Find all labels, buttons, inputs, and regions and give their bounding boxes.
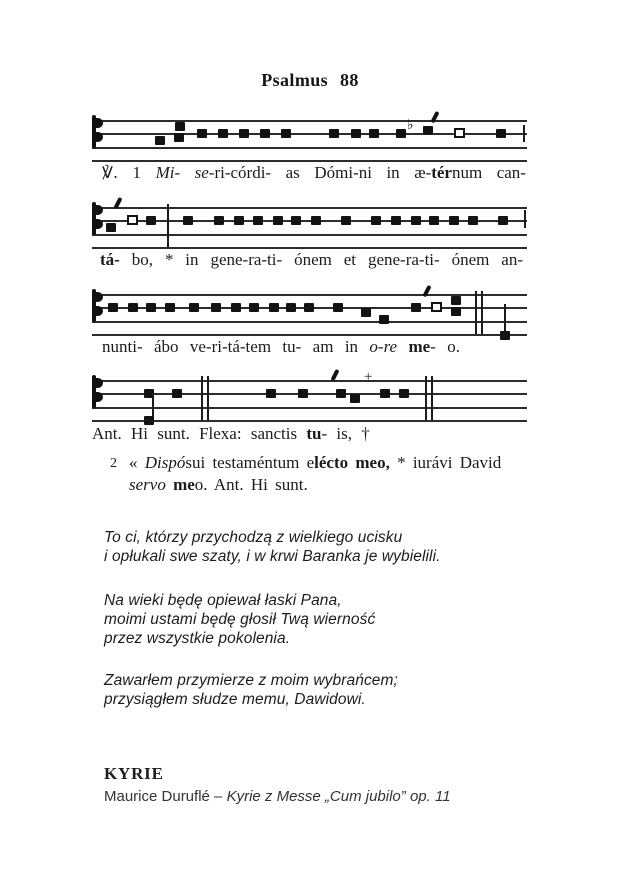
text-run: in [386, 163, 400, 182]
text-run: servo [129, 475, 174, 494]
staff-line [92, 234, 527, 236]
syllable [165, 250, 174, 270]
punctum-note [183, 216, 193, 225]
text-run: o. Ant. Hi sunt. [194, 475, 308, 494]
syllable [100, 250, 120, 270]
syllable [368, 250, 440, 270]
syllable [132, 250, 153, 270]
text-run: Kyrie z Messe „Cum jubilo” op. 11 [226, 788, 451, 805]
polish-line: przysiągłem słudze memu, Dawidowi. [104, 691, 366, 708]
staff-line [92, 294, 527, 296]
text-run: gene-ra-ti- [210, 250, 283, 269]
text-run: ℣. [102, 163, 119, 182]
punctum-note [165, 303, 175, 312]
syllable [185, 250, 198, 270]
punctum-note [155, 136, 165, 145]
punctum-note [411, 216, 421, 225]
text-run: o. [447, 337, 460, 356]
staff-line [92, 393, 527, 395]
double-barline [475, 291, 483, 334]
punctum-note [146, 216, 156, 225]
syllable [102, 337, 143, 357]
psalm-title: Psalmus 88 [261, 70, 359, 90]
text-run: Ant. Hi sunt. Flexa: sanctis [92, 424, 307, 443]
punctum-note [291, 216, 301, 225]
punctum-note [218, 129, 228, 138]
syllable [190, 337, 271, 357]
chant-staff-4 [92, 369, 527, 420]
double-barline [425, 376, 433, 420]
text-run: sui testaméntum e [185, 453, 315, 472]
staff-line [92, 147, 527, 149]
punctum-note [451, 307, 461, 316]
punctum-note [172, 389, 182, 398]
punctum-note [350, 394, 360, 403]
punctum-note [175, 122, 185, 131]
punctum-note [361, 308, 371, 317]
chant-staff-1 [92, 117, 527, 160]
syllable [313, 337, 334, 357]
punctum-note [108, 303, 118, 312]
staff-line [92, 207, 527, 209]
punctum-note [311, 216, 321, 225]
punctum-note [146, 303, 156, 312]
verse-2-line-2 [129, 475, 308, 495]
polish-paragraph-3 [104, 671, 398, 709]
polish-line: i opłukali swe szaty, i w krwi Baranka je wybielili. [104, 548, 441, 565]
text-run: - [430, 337, 436, 356]
do-clef-icon [92, 375, 105, 408]
text-run: tá- [100, 250, 120, 269]
punctum-note [286, 303, 296, 312]
hollow-note [127, 215, 138, 225]
chant-lyrics-line-1 [102, 163, 526, 183]
staff-line [92, 220, 527, 222]
syllable [156, 163, 181, 183]
text-run: tér [431, 163, 452, 182]
text-run: ónem [294, 250, 332, 269]
staff-line [92, 380, 527, 382]
punctum-note [351, 129, 361, 138]
text-run: 1 [132, 163, 142, 182]
syllable [497, 163, 526, 183]
barline [523, 125, 525, 142]
syllable [154, 337, 179, 357]
polish-line: Zawarłem przymierze z moim wybrańcem; [104, 672, 398, 689]
punctum-note [429, 216, 439, 225]
staff-line [92, 120, 527, 122]
barline [524, 210, 526, 228]
barline [167, 204, 169, 247]
chant-lyrics-line-3 [102, 337, 460, 357]
syllable [501, 250, 523, 270]
text-run: ve-ri-tá-tem [189, 337, 272, 356]
polish-line: przez wszystkie pokolenia. [104, 630, 291, 647]
staff-line [92, 160, 527, 162]
do-clef-icon [92, 289, 105, 322]
punctum-note [298, 389, 308, 398]
staff-line [92, 420, 527, 422]
punctum-note [371, 216, 381, 225]
text-run: Dispó [144, 453, 186, 472]
syllable [286, 163, 300, 183]
text-run: can- [496, 163, 526, 182]
text-run: « [129, 453, 145, 472]
polish-line: moimi ustami będę głosił Twą wierność [104, 611, 376, 628]
punctum-note [239, 129, 249, 138]
punctum-note [333, 303, 343, 312]
punctum-note [500, 331, 510, 340]
chant-lyrics-line-2 [100, 250, 523, 270]
double-barline [201, 376, 209, 420]
syllable [102, 163, 118, 183]
punctum-note [411, 303, 421, 312]
syllable [369, 337, 397, 357]
text-run: nunti- [102, 337, 143, 356]
punctum-note [253, 216, 263, 225]
text-run: me [173, 475, 195, 494]
text-run: - is, † [321, 424, 370, 443]
text-run: Maurice Duruflé – [104, 788, 227, 805]
syllable [282, 337, 301, 357]
punctum-note [281, 129, 291, 138]
punctum-note [399, 389, 409, 398]
punctum-note [197, 129, 207, 138]
polish-line: Na wieki będę opiewał łaski Pana, [104, 592, 342, 609]
text-run: an- [501, 250, 523, 269]
flexa-cross-icon: + [364, 369, 373, 385]
punctum-note [273, 216, 283, 225]
syllable [195, 163, 271, 183]
text-run: me [408, 337, 431, 356]
syllable [386, 163, 399, 183]
flat-icon: ♭ [407, 117, 414, 133]
do-clef-icon [92, 115, 105, 148]
hollow-note [454, 128, 465, 138]
do-clef-icon [92, 202, 105, 235]
punctum-note [106, 223, 116, 232]
punctum-note [496, 129, 506, 138]
punctum-note [369, 129, 379, 138]
punctum-note [249, 303, 259, 312]
text-run: in [344, 337, 359, 356]
text-run: am [312, 337, 334, 356]
chant-staff-2 [92, 207, 527, 247]
punctum-note [391, 216, 401, 225]
punctum-note [174, 133, 184, 142]
punctum-note [396, 129, 406, 138]
staff-line [92, 247, 527, 249]
polish-paragraph-2 [104, 591, 375, 648]
text-run: gene-ra-ti- [367, 250, 440, 269]
punctum-note [266, 389, 276, 398]
syllable [344, 250, 356, 270]
punctum-note [498, 216, 508, 225]
text-run: -ri-córdi- [208, 163, 272, 182]
text-run: bo, [131, 250, 153, 269]
punctum-note [269, 303, 279, 312]
text-run: tu- [282, 337, 302, 356]
kyrie-heading: KYRIE [104, 764, 164, 783]
text-run: Mi- [155, 163, 181, 182]
syllable [314, 163, 372, 183]
verse-number: 2 [110, 456, 117, 471]
text-run: ónem [451, 250, 490, 269]
punctum-note [336, 389, 346, 398]
punctum-note [189, 303, 199, 312]
punctum-note [214, 216, 224, 225]
syllable [294, 250, 332, 270]
punctum-note [128, 303, 138, 312]
staff-line [92, 407, 527, 409]
text-run: o-re [369, 337, 398, 356]
staff-line [92, 321, 527, 323]
punctum-note [329, 129, 339, 138]
text-run: et [343, 250, 357, 269]
text-run: lécto meo, [314, 453, 390, 472]
chant-staff-3 [92, 294, 527, 334]
syllable [133, 163, 142, 183]
punctum-note [231, 303, 241, 312]
text-run: in [185, 250, 199, 269]
text-run: æ- [414, 163, 432, 182]
punctum-note [380, 389, 390, 398]
punctum-note [379, 315, 389, 324]
punctum-note [468, 216, 478, 225]
text-run: * iurávi David [389, 453, 502, 472]
text-run: Dómi-ni [314, 163, 372, 182]
syllable [210, 250, 282, 270]
text-run: se [194, 163, 209, 182]
text-run: * [164, 250, 174, 269]
punctum-note [234, 216, 244, 225]
punctum-note [211, 303, 221, 312]
text-run: tu [306, 424, 322, 443]
punctum-note [341, 216, 351, 225]
text-run: ábo [153, 337, 179, 356]
text-run: as [285, 163, 300, 182]
syllable [408, 337, 435, 357]
hollow-note [431, 302, 442, 312]
punctum-note [423, 126, 433, 135]
punctum-note [451, 296, 461, 305]
syllable [414, 163, 482, 183]
syllable [345, 337, 358, 357]
antiphon-flexa-line [92, 424, 370, 444]
syllable [447, 337, 460, 357]
polish-paragraph-1 [104, 528, 441, 566]
punctum-note [449, 216, 459, 225]
polish-line: To ci, którzy przychodzą z wielkiego ucisku [104, 529, 403, 546]
staff-line [92, 334, 527, 336]
punctum-note [260, 129, 270, 138]
text-run: num [451, 163, 483, 182]
composer-credit [104, 788, 451, 805]
verse-2-line-1 [129, 453, 501, 473]
punctum-note [304, 303, 314, 312]
syllable [452, 250, 490, 270]
